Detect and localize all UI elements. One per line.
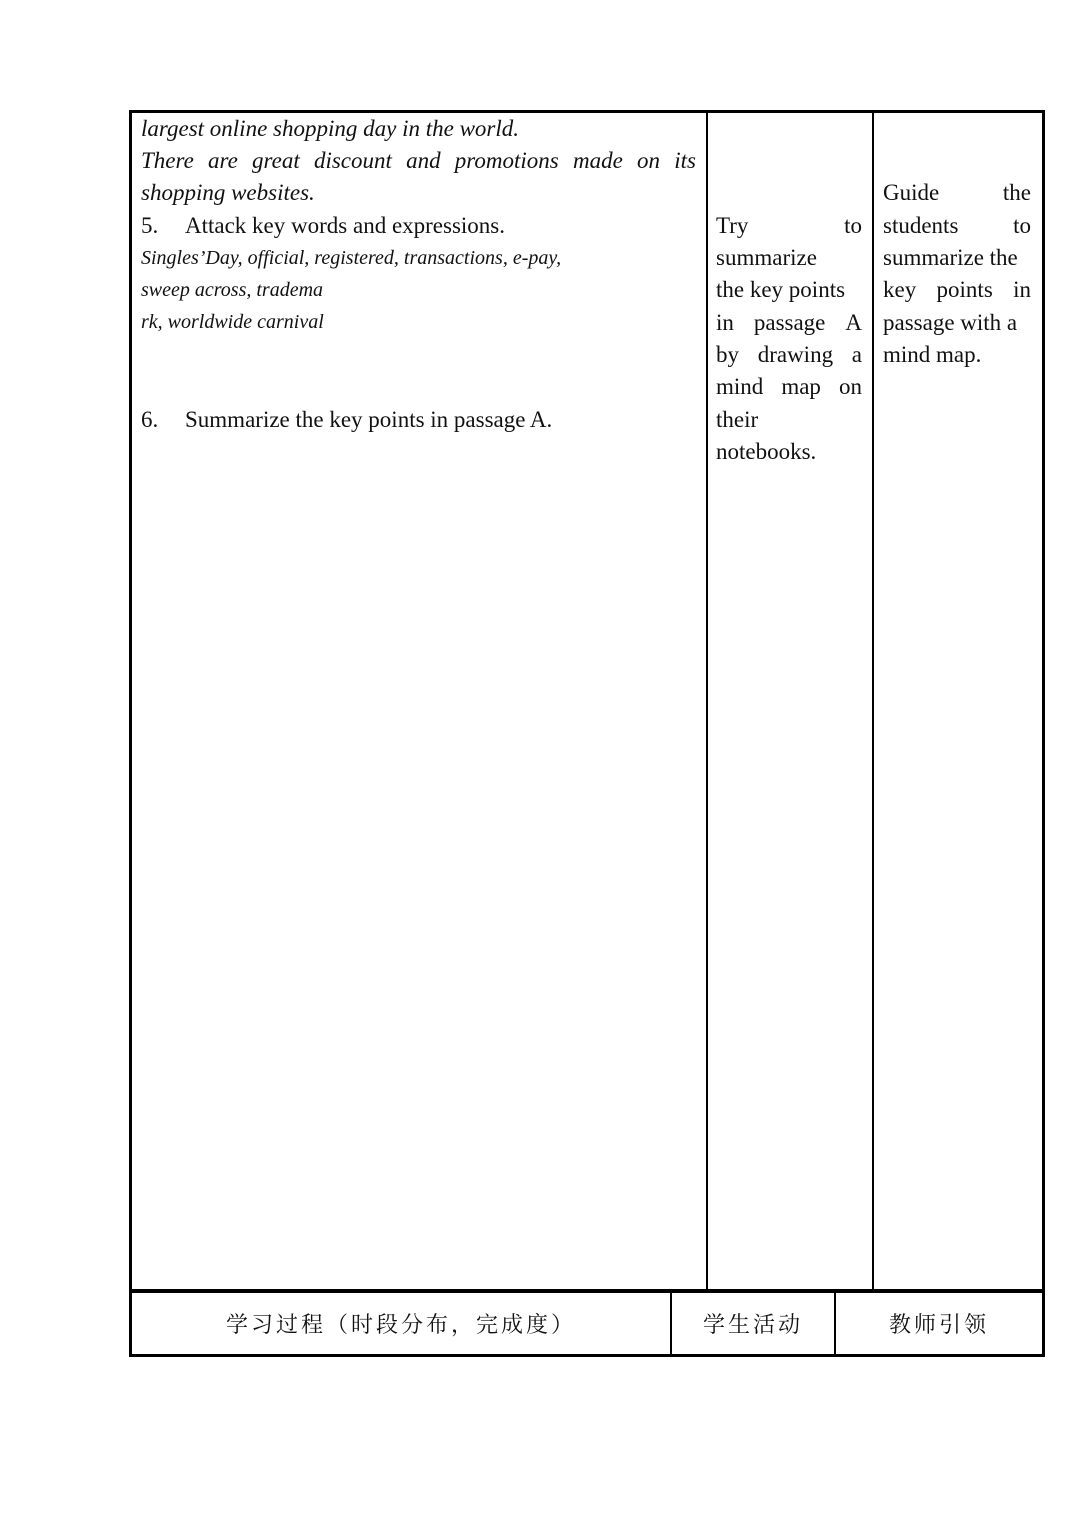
process-column — [132, 113, 708, 1289]
teacher-guidance-header: 教师引领 — [888, 1313, 989, 1338]
process-header: 学习过程（时段分布，完成度） — [132, 1293, 672, 1354]
keywords-line-1: Singles’Day, official, registered, transactions, e-pay, — [141, 247, 562, 269]
keywords-line-3: rk, worldwide carnival — [141, 311, 324, 333]
student-line-5: by drawing a — [716, 342, 862, 367]
process-line-3: shopping websites. — [141, 180, 315, 205]
item-6-number: 6. — [141, 407, 159, 432]
process-line-1: largest online shopping day in the world. — [141, 116, 519, 141]
student-activity-column — [708, 113, 874, 1289]
keywords-line-2: sweep across, tradema — [141, 279, 324, 301]
process-line-2: There are great discount and promotions made on its — [141, 148, 696, 173]
student-line-3: the key points — [716, 277, 846, 302]
item-6-text: Summarize the key points in passage A. — [185, 407, 553, 432]
student-line-7: their — [716, 407, 759, 432]
student-line-4: in passage A — [716, 310, 862, 335]
student-activity-header: 学生活动 — [672, 1293, 836, 1354]
teacher-line-1: Guide the — [883, 180, 1031, 205]
teacher-line-4: key points in — [883, 277, 1031, 302]
student-line-6: mind map on — [716, 374, 862, 399]
teacher-line-2: students to — [883, 213, 1031, 238]
lesson-plan-table — [129, 110, 1045, 1292]
column-header-row — [129, 1291, 1045, 1357]
student-line-2: summarize — [716, 245, 817, 270]
item-5-number: 5. — [141, 213, 159, 238]
teacher-line-5: passage with a — [883, 310, 1018, 335]
teacher-line-6: mind map. — [883, 342, 982, 367]
student-line-1: Try to — [716, 213, 862, 238]
teacher-guidance-column — [874, 113, 1042, 1289]
student-line-8: notebooks. — [716, 439, 817, 464]
teacher-line-3: summarize the — [883, 245, 1018, 270]
item-5-text: Attack key words and expressions. — [185, 213, 506, 238]
